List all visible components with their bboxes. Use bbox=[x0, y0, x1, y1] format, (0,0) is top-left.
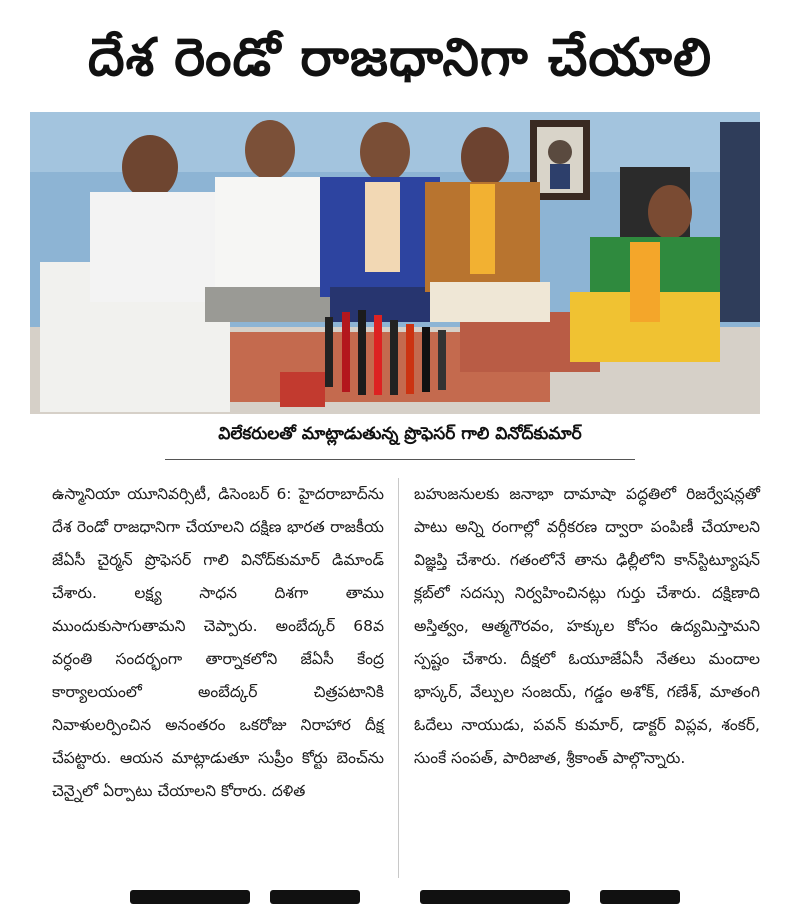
column-divider bbox=[398, 478, 399, 878]
article-body-left-column bbox=[52, 478, 384, 808]
caption-divider bbox=[165, 459, 635, 460]
article-body-right-column bbox=[414, 478, 760, 775]
article-paragraph: బహుజనులకు జనాభా దామాషా పద్ధతిలో రిజర్వేషన్లతో పాటు అన్ని రంగాల్లో వర్గీకరణ ద్వారా పంపిణీ చేయాలని విజ్ఞప్తి చేశారు. గతంలోనే తాను ఢిల్లీలోని కాన్‌స్టిట్యూషన్ క్లబ్‌లో సదస్సు నిర్వహించినట్లు గుర్తు చేశారు. దక్షిణాది అస్తిత్వం, ఆత్మగౌరవం, హక్కుల కోసం ఉద్యమిస్తామని స్పష్టం చేశారు. దీక్షలో ఓయూజేఏసీ నేతలు మందాల భాస్కర్, వేల్పుల సంజయ్, గడ్డం అశోక్, గణేశ్, మాతంగి ఓదేలు నాయుడు, పవన్ కుమార్, డాక్టర్ విప్లవ, శంకర్, సుంకే సంపత్, పారిజాత, శ్రీకాంత్ పాల్గొన్నారు. bbox=[414, 485, 760, 767]
article-paragraph: ఉస్మానియా యూనివర్సిటీ, డిసెంబర్ 6: హైదరాబాద్‌ను దేశ రెండో రాజధానిగా చేయాలని దక్షిణ భారత రాజకీయ జేఏసీ చైర్మన్ ప్రొఫెసర్ గాలి వినోద్‌కుమార్ డిమాండ్ చేశారు. లక్ష్య సాధన దిశగా తాము ముందుకుసాగుతామని చెప్పారు. అంబేద్కర్ 68వ వర్ధంతి సందర్భంగా తార్నాకలోని జేఏసీ కేంద్ర కార్యాలయంలో అంబేద్కర్ చిత్రపటానికి నివాళులర్పించిన అనంతరం ఒకరోజు నిరాహార దీక్ష చేపట్టారు. ఆయన మాట్లాడుతూ సుప్రీం కోర్టు బెంచ్‌ను చెన్నైలో ఏర్పాటు చేయాలని కోరారు. దళిత bbox=[52, 485, 384, 800]
article-headline: దేశ రెండో రాజధానిగా చేయాలి bbox=[87, 28, 713, 88]
next-article-headline-fragment bbox=[0, 880, 800, 904]
photo-caption: విలేకరులతో మాట్లాడుతున్న ప్రొఫెసర్ గాలి వినోద్‌కుమార్ bbox=[218, 424, 582, 444]
press-meet-photo bbox=[30, 112, 760, 414]
article-photo bbox=[30, 112, 760, 414]
